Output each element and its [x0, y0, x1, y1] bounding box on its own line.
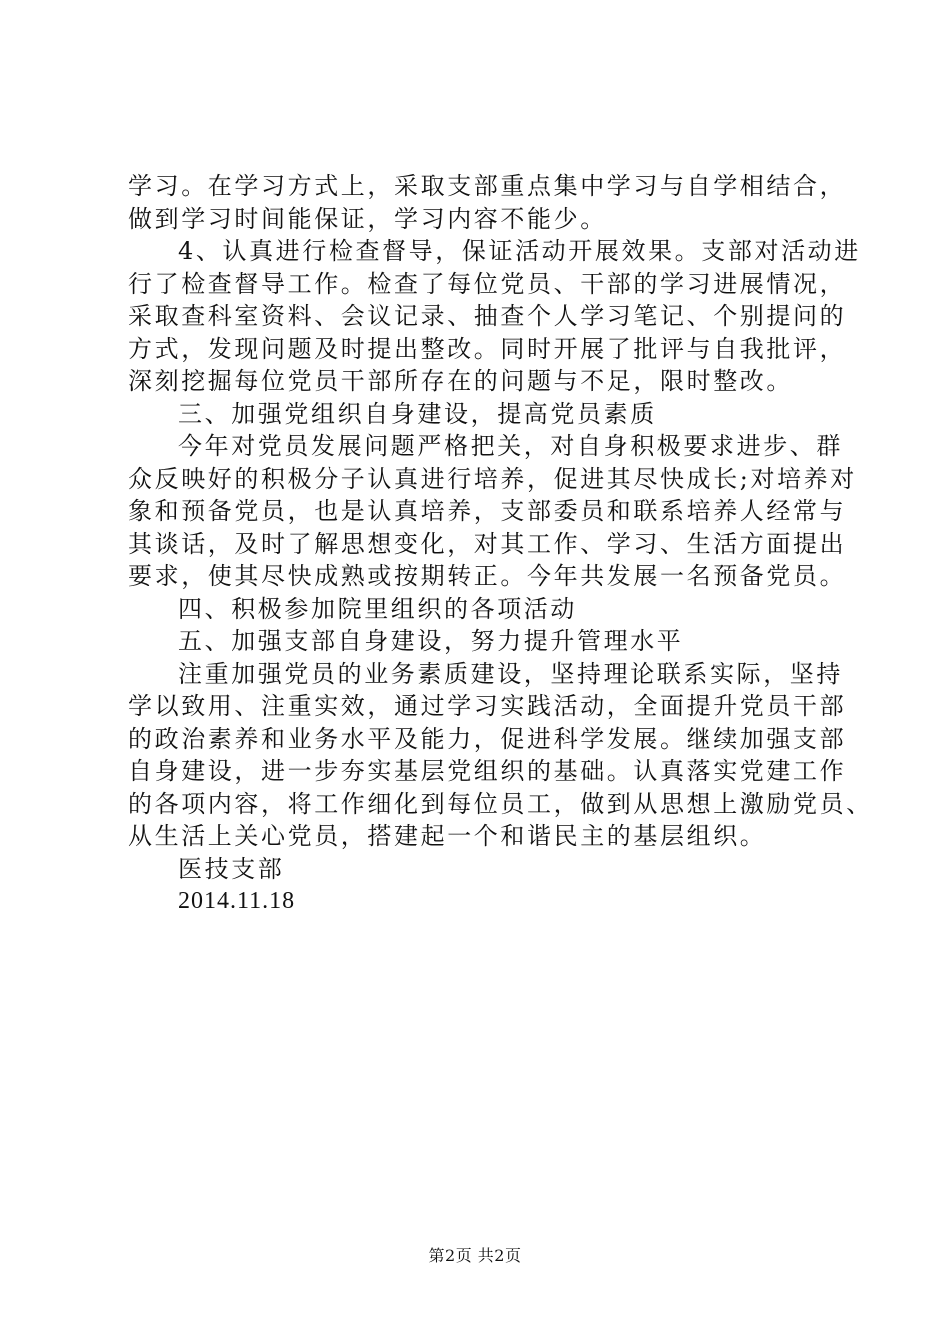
- body-line-7: 深刻挖掘每位党员干部所存在的问题与不足，限时整改。: [128, 367, 793, 395]
- body-line-4: 行了检查督导工作。检查了每位党员、干部的学习进展情况，: [128, 269, 847, 298]
- body-line-11: 象和预备党员，也是认真培养，支部委员和联系培养人经常与: [128, 497, 847, 525]
- body-line-21: 从生活上关心党员，搭建起一个和谐民主的基层组织。: [128, 822, 767, 850]
- body-line-6: 方式，发现问题及时提出整改。同时开展了批评与自我批评，: [128, 334, 847, 363]
- body-line-10: 众反映好的积极分子认真进行培养，促进其尽快成长;对培养对: [128, 464, 857, 493]
- body-line-12: 其谈话，及时了解思想变化，对其工作、学习、生活方面提出: [128, 529, 847, 558]
- section-heading-3: 三、加强党组织自身建设，提高党员素质: [178, 399, 657, 428]
- body-line-17: 学以致用、注重实效，通过学习实践活动，全面提升党员干部: [128, 692, 847, 720]
- page-number-label: 第2页 共2页: [428, 1246, 522, 1265]
- document-date: 2014.11.18: [178, 888, 296, 914]
- document-body: [128, 170, 873, 918]
- page-footer: [0, 1244, 950, 1268]
- body-line-3: 4、认真进行检查督导，保证活动开展效果。支部对活动进: [178, 237, 861, 265]
- body-line-5: 采取查科室资料、会议记录、抽查个人学习笔记、个别提问的: [128, 302, 847, 330]
- body-line-9: 今年对党员发展问题严格把关，对自身积极要求进步、群: [178, 432, 843, 460]
- body-line-18: 的政治素养和业务水平及能力，促进科学发展。继续加强支部: [128, 724, 847, 753]
- section-heading-5: 五、加强支部自身建设，努力提升管理水平: [178, 627, 684, 655]
- signature: 医技支部: [178, 854, 285, 883]
- body-line-13: 要求，使其尽快成熟或按期转正。今年共发展一名预备党员。: [128, 562, 847, 590]
- body-line-2: 做到学习时间能保证，学习内容不能少。: [128, 204, 607, 233]
- section-heading-4: 四、积极参加院里组织的各项活动: [178, 594, 577, 623]
- body-line-20: 的各项内容，将工作细化到每位员工，做到从思想上激励党员、: [128, 789, 873, 818]
- body-line-1: 学习。在学习方式上，采取支部重点集中学习与自学相结合，: [128, 172, 847, 200]
- body-line-16: 注重加强党员的业务素质建设，坚持理论联系实际，坚持: [178, 659, 843, 688]
- body-line-19: 自身建设，进一步夯实基层党组织的基础。认真落实党建工作: [128, 757, 847, 785]
